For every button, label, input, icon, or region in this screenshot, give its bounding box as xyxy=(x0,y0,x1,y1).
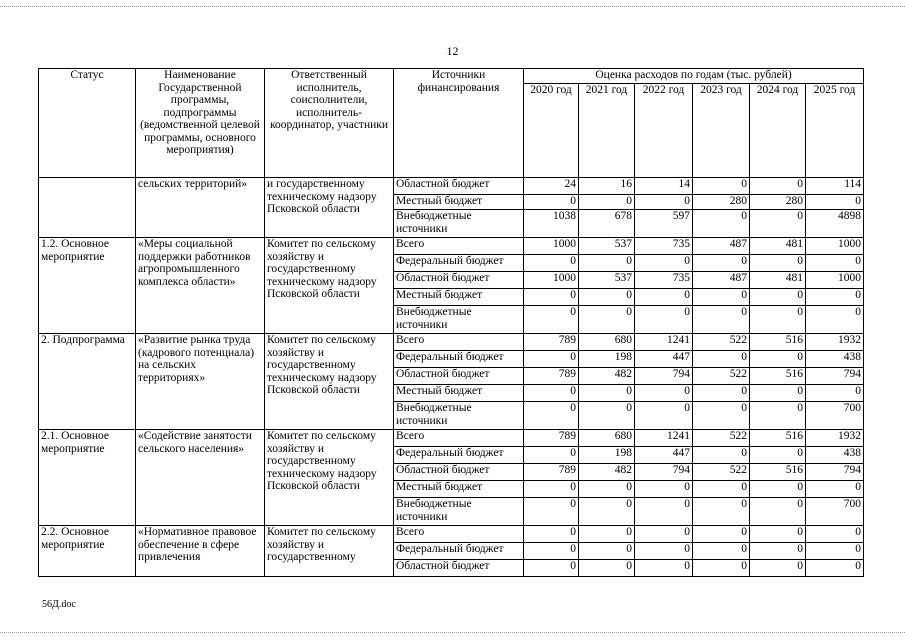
value-cell: 700 xyxy=(806,498,864,526)
value-cell: 0 xyxy=(579,526,635,543)
value-cell: 0 xyxy=(750,178,806,195)
value-cell: 114 xyxy=(806,178,864,195)
value-cell: 0 xyxy=(524,306,579,334)
value-cell: 735 xyxy=(635,238,693,255)
value-cell: 481 xyxy=(750,238,806,255)
header-responsible: Ответственный исполнитель, соисполнители, исполнитель-координатор, участники xyxy=(265,69,394,178)
year-header: 2020 год xyxy=(524,84,579,178)
value-cell: 680 xyxy=(579,334,635,351)
value-cell: 198 xyxy=(579,351,635,368)
value-cell: 482 xyxy=(579,368,635,385)
value-cell: 0 xyxy=(806,195,864,210)
value-cell: 0 xyxy=(750,543,806,560)
value-cell: 487 xyxy=(693,238,750,255)
source-cell: Внебюджетные источники xyxy=(394,210,524,238)
value-cell: 0 xyxy=(806,526,864,543)
value-cell: 1000 xyxy=(524,272,579,289)
value-cell: 0 xyxy=(579,481,635,498)
source-cell: Местный бюджет xyxy=(394,481,524,498)
value-cell: 487 xyxy=(693,272,750,289)
value-cell: 0 xyxy=(806,543,864,560)
source-cell: Областной бюджет xyxy=(394,464,524,481)
value-cell: 0 xyxy=(693,526,750,543)
value-cell: 678 xyxy=(579,210,635,238)
source-cell: Федеральный бюджет xyxy=(394,351,524,368)
source-cell: Федеральный бюджет xyxy=(394,255,524,272)
source-cell: Всего xyxy=(394,238,524,255)
value-cell: 597 xyxy=(635,210,693,238)
source-cell: Внебюджетные источники xyxy=(394,306,524,334)
value-cell: 789 xyxy=(524,464,579,481)
value-cell: 0 xyxy=(806,481,864,498)
value-cell: 0 xyxy=(693,351,750,368)
header-status: Статус xyxy=(39,69,136,178)
value-cell: 0 xyxy=(750,481,806,498)
value-cell: 0 xyxy=(806,306,864,334)
value-cell: 0 xyxy=(524,526,579,543)
value-cell: 0 xyxy=(635,402,693,430)
value-cell: 447 xyxy=(635,447,693,464)
status-cell: 1.2. Основное мероприятие xyxy=(39,238,136,334)
value-cell: 280 xyxy=(693,195,750,210)
status-cell: 2. Подпрограмма xyxy=(39,334,136,430)
value-cell: 0 xyxy=(635,385,693,402)
value-cell: 482 xyxy=(579,464,635,481)
value-cell: 0 xyxy=(750,210,806,238)
value-cell: 794 xyxy=(635,368,693,385)
value-cell: 0 xyxy=(524,543,579,560)
value-cell: 0 xyxy=(693,402,750,430)
value-cell: 0 xyxy=(693,543,750,560)
table-row xyxy=(39,334,864,351)
value-cell: 447 xyxy=(635,351,693,368)
value-cell: 522 xyxy=(693,464,750,481)
value-cell: 0 xyxy=(693,289,750,306)
value-cell: 0 xyxy=(524,402,579,430)
source-cell: Областной бюджет xyxy=(394,272,524,289)
value-cell: 0 xyxy=(635,255,693,272)
value-cell: 0 xyxy=(806,560,864,577)
name-cell: «Нормативное правовое обеспечение в сфере привлечения xyxy=(136,526,265,577)
value-cell: 0 xyxy=(693,178,750,195)
value-cell: 794 xyxy=(806,464,864,481)
value-cell: 0 xyxy=(524,481,579,498)
value-cell: 438 xyxy=(806,447,864,464)
value-cell: 0 xyxy=(524,289,579,306)
budget-table xyxy=(38,68,864,577)
value-cell: 0 xyxy=(524,447,579,464)
value-cell: 0 xyxy=(693,385,750,402)
value-cell: 0 xyxy=(750,255,806,272)
value-cell: 0 xyxy=(524,560,579,577)
value-cell: 0 xyxy=(524,195,579,210)
value-cell: 0 xyxy=(579,498,635,526)
table-body xyxy=(39,178,864,577)
name-cell: «Меры социальной поддержки работников агропромышленного комплекса области» xyxy=(136,238,265,334)
value-cell: 0 xyxy=(579,289,635,306)
value-cell: 0 xyxy=(806,385,864,402)
year-header: 2024 год xyxy=(750,84,806,178)
value-cell: 789 xyxy=(524,334,579,351)
value-cell: 1000 xyxy=(806,272,864,289)
value-cell: 0 xyxy=(524,255,579,272)
value-cell: 0 xyxy=(635,560,693,577)
responsible-cell: Комитет по сельскому хозяйству и государственному техническому надзору Псковской области xyxy=(265,238,394,334)
responsible-cell: и государственному техническому надзору Псковской области xyxy=(265,178,394,238)
source-cell: Федеральный бюджет xyxy=(394,543,524,560)
value-cell: 0 xyxy=(693,481,750,498)
source-cell: Федеральный бюджет xyxy=(394,447,524,464)
status-cell xyxy=(39,178,136,238)
value-cell: 516 xyxy=(750,368,806,385)
value-cell: 0 xyxy=(579,402,635,430)
name-cell: сельских территорий» xyxy=(136,178,265,238)
value-cell: 0 xyxy=(693,306,750,334)
year-header: 2021 год xyxy=(579,84,635,178)
value-cell: 0 xyxy=(750,289,806,306)
value-cell: 0 xyxy=(524,498,579,526)
value-cell: 0 xyxy=(806,289,864,306)
value-cell: 789 xyxy=(524,430,579,447)
responsible-cell: Комитет по сельскому хозяйству и государственному техническому надзору Псковской области xyxy=(265,334,394,430)
value-cell: 0 xyxy=(579,560,635,577)
table-row xyxy=(39,178,864,195)
value-cell: 0 xyxy=(806,255,864,272)
value-cell: 0 xyxy=(579,385,635,402)
source-cell: Областной бюджет xyxy=(394,178,524,195)
value-cell: 0 xyxy=(750,351,806,368)
value-cell: 1932 xyxy=(806,334,864,351)
value-cell: 522 xyxy=(693,334,750,351)
value-cell: 522 xyxy=(693,430,750,447)
value-cell: 0 xyxy=(693,255,750,272)
value-cell: 516 xyxy=(750,430,806,447)
value-cell: 1000 xyxy=(524,238,579,255)
value-cell: 4898 xyxy=(806,210,864,238)
value-cell: 0 xyxy=(750,385,806,402)
source-cell: Всего xyxy=(394,430,524,447)
year-header: 2025 год xyxy=(806,84,864,178)
value-cell: 0 xyxy=(579,255,635,272)
value-cell: 789 xyxy=(524,368,579,385)
year-header: 2022 год xyxy=(635,84,693,178)
responsible-cell: Комитет по сельскому хозяйству и государственному техническому надзору Псковской области xyxy=(265,430,394,526)
source-cell: Внебюджетные источники xyxy=(394,498,524,526)
header-name: Наименование Государственной программы, подпрограммы (ведомственной целевой программы, основного мероприятия) xyxy=(136,69,265,178)
value-cell: 24 xyxy=(524,178,579,195)
source-cell: Всего xyxy=(394,526,524,543)
value-cell: 0 xyxy=(635,195,693,210)
value-cell: 0 xyxy=(750,447,806,464)
value-cell: 0 xyxy=(635,306,693,334)
page-number: 12 xyxy=(446,44,459,58)
source-cell: Внебюджетные источники xyxy=(394,402,524,430)
value-cell: 0 xyxy=(693,210,750,238)
year-header: 2023 год xyxy=(693,84,750,178)
source-cell: Всего xyxy=(394,334,524,351)
value-cell: 735 xyxy=(635,272,693,289)
value-cell: 0 xyxy=(750,402,806,430)
header-sources: Источники финансирования xyxy=(394,69,524,178)
value-cell: 1241 xyxy=(635,334,693,351)
value-cell: 438 xyxy=(806,351,864,368)
header-costs: Оценка расходов по годам (тыс. рублей) xyxy=(524,69,864,84)
value-cell: 16 xyxy=(579,178,635,195)
scan-edge-top xyxy=(0,6,905,7)
value-cell: 0 xyxy=(579,543,635,560)
value-cell: 0 xyxy=(635,289,693,306)
value-cell: 0 xyxy=(750,560,806,577)
value-cell: 0 xyxy=(693,560,750,577)
value-cell: 1241 xyxy=(635,430,693,447)
name-cell: «Содействие занятости сельского населения» xyxy=(136,430,265,526)
source-cell: Областной бюджет xyxy=(394,368,524,385)
value-cell: 0 xyxy=(750,498,806,526)
value-cell: 14 xyxy=(635,178,693,195)
value-cell: 0 xyxy=(524,351,579,368)
source-cell: Местный бюджет xyxy=(394,385,524,402)
value-cell: 1038 xyxy=(524,210,579,238)
value-cell: 0 xyxy=(750,306,806,334)
value-cell: 0 xyxy=(693,447,750,464)
value-cell: 481 xyxy=(750,272,806,289)
value-cell: 0 xyxy=(579,306,635,334)
value-cell: 0 xyxy=(635,498,693,526)
value-cell: 0 xyxy=(750,526,806,543)
value-cell: 794 xyxy=(806,368,864,385)
value-cell: 0 xyxy=(635,543,693,560)
name-cell: «Развитие рынка труда (кадрового потенциала) на сельских территориях» xyxy=(136,334,265,430)
value-cell: 280 xyxy=(750,195,806,210)
source-cell: Областной бюджет xyxy=(394,560,524,577)
value-cell: 537 xyxy=(579,238,635,255)
table-header xyxy=(39,69,864,178)
value-cell: 0 xyxy=(524,385,579,402)
value-cell: 0 xyxy=(579,195,635,210)
value-cell: 794 xyxy=(635,464,693,481)
status-cell: 2.1. Основное мероприятие xyxy=(39,430,136,526)
source-cell: Местный бюджет xyxy=(394,289,524,306)
scan-edge-bottom xyxy=(0,632,905,633)
value-cell: 680 xyxy=(579,430,635,447)
table-row xyxy=(39,238,864,255)
source-cell: Местный бюджет xyxy=(394,195,524,210)
status-cell: 2.2. Основное мероприятие xyxy=(39,526,136,577)
document-filename: 56Д.doc xyxy=(42,599,76,610)
value-cell: 516 xyxy=(750,334,806,351)
table-row xyxy=(39,430,864,447)
responsible-cell: Комитет по сельскому хозяйству и государственному xyxy=(265,526,394,577)
value-cell: 1932 xyxy=(806,430,864,447)
value-cell: 516 xyxy=(750,464,806,481)
value-cell: 198 xyxy=(579,447,635,464)
value-cell: 0 xyxy=(635,526,693,543)
value-cell: 700 xyxy=(806,402,864,430)
value-cell: 1000 xyxy=(806,238,864,255)
value-cell: 0 xyxy=(635,481,693,498)
value-cell: 537 xyxy=(579,272,635,289)
value-cell: 522 xyxy=(693,368,750,385)
value-cell: 0 xyxy=(693,498,750,526)
table-row xyxy=(39,526,864,543)
